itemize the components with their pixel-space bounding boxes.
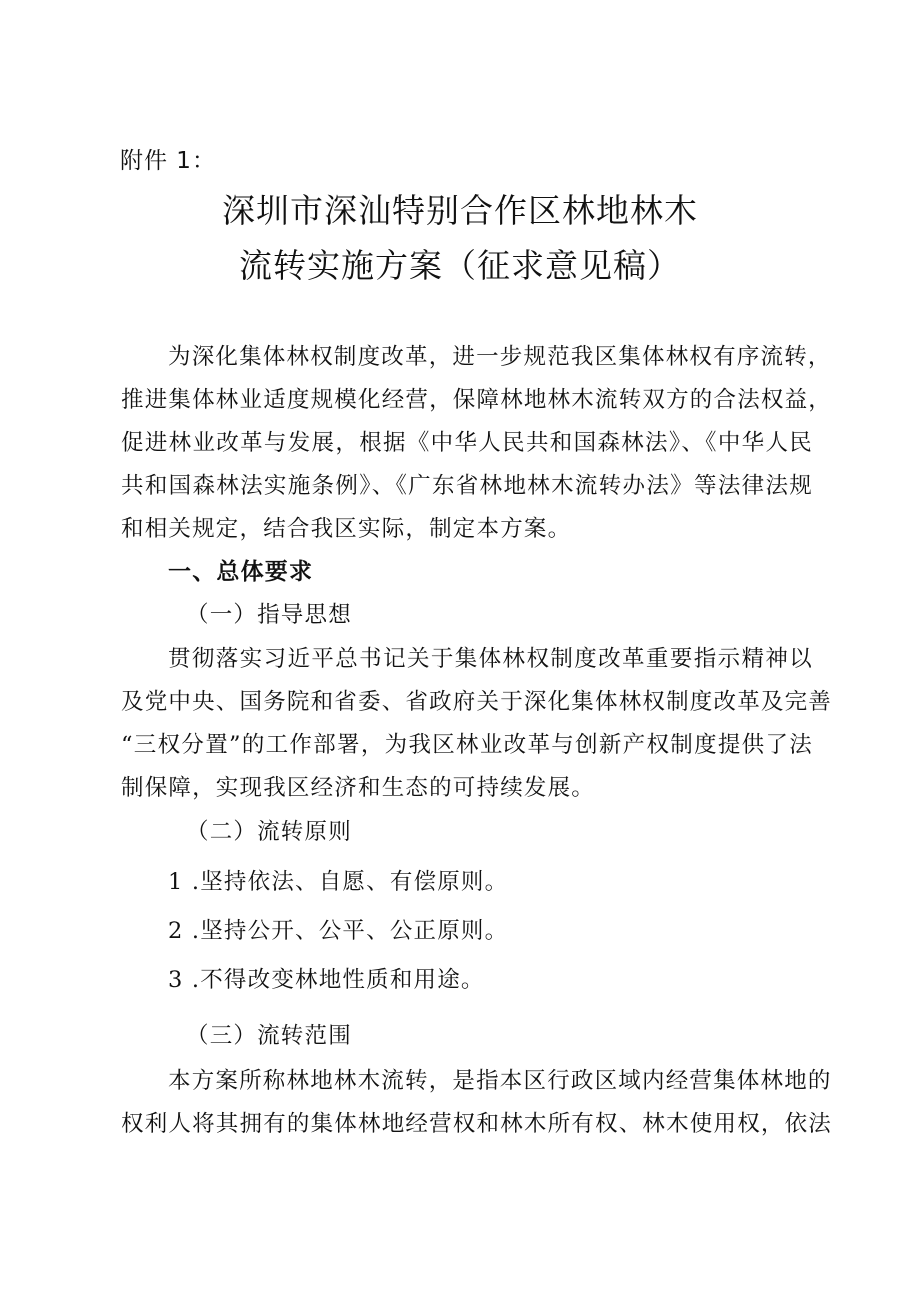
intro-line: 共和国森林法实施条例》、《广东省林地林木流转办法》等法律法规 <box>121 473 813 499</box>
document-title-line-1: 深圳市深汕特别合作区林地林木 <box>222 191 698 230</box>
paragraph-line: 权利人将其拥有的集体林地经营权和林木所有权、林木使用权，依法 <box>121 1111 833 1137</box>
list-item: 2 .坚持公开、公平、公正原则。 <box>168 918 509 944</box>
subsection-heading: （二）流转原则 <box>186 819 352 845</box>
intro-line: 促进林业改革与发展，根据《中华人民共和国森林法》、《中华人民 <box>121 430 813 456</box>
intro-line: 和相关规定，结合我区实际，制定本方案。 <box>121 516 572 542</box>
subsection-heading: （一）指导思想 <box>186 602 352 628</box>
subsection-heading: （三）流转范围 <box>186 1023 352 1049</box>
paragraph-line: 贯彻落实习近平总书记关于集体林权制度改革重要指示精神以 <box>168 646 813 672</box>
list-item: 1 .坚持依法、自愿、有偿原则。 <box>168 869 509 895</box>
paragraph-line: 制保障，实现我区经济和生态的可持续发展。 <box>121 775 596 801</box>
paragraph-line: 及党中央、国务院和省委、省政府关于深化集体林权制度改革及完善 <box>121 689 833 715</box>
attachment-label: 附件 1： <box>120 148 216 174</box>
document-title-line-2: 流转实施方案（征求意见稿） <box>239 246 681 285</box>
list-item: 3 .不得改变林地性质和用途。 <box>168 967 485 993</box>
paragraph-line: 本方案所称林地林木流转，是指本区行政区域内经营集体林地的 <box>168 1068 832 1094</box>
section-heading: 一、总体要求 <box>168 559 314 585</box>
paragraph-line: “三权分置”的工作部署，为我区林业改革与创新产权制度提供了法 <box>121 732 813 758</box>
intro-line: 为深化集体林权制度改革，进一步规范我区集体林权有序流转， <box>168 344 832 370</box>
intro-line: 推进集体林业适度规模化经营，保障林地林木流转双方的合法权益， <box>121 387 833 413</box>
